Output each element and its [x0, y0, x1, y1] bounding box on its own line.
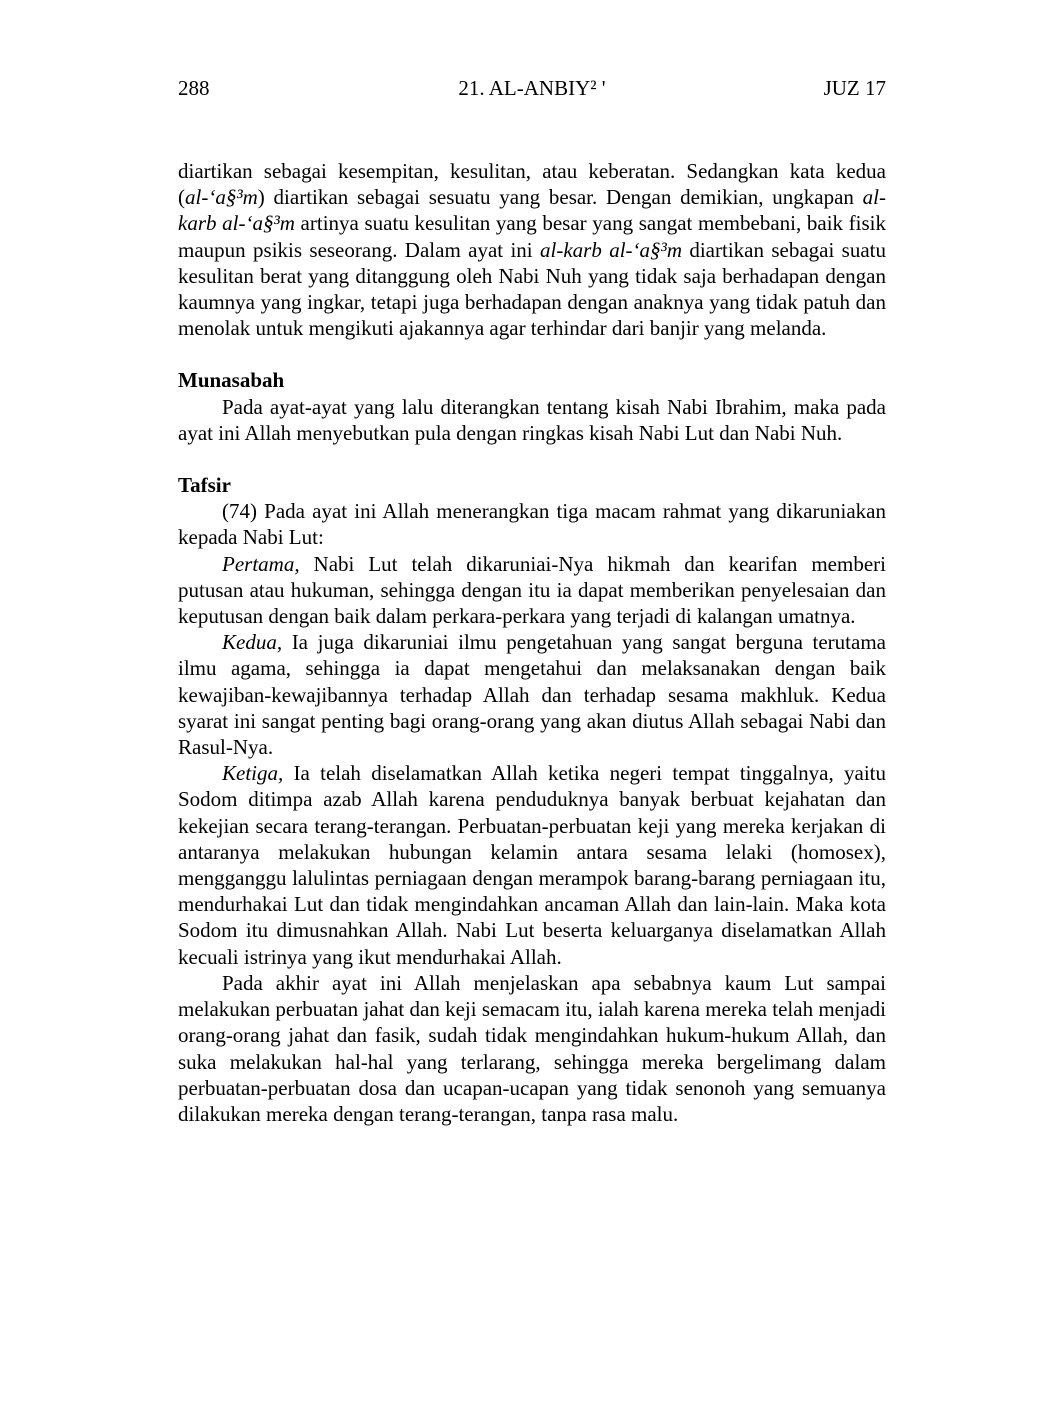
- running-head: [178, 74, 886, 102]
- munasabah-heading: Munasabah: [178, 368, 285, 393]
- chapter-title: 21. AL-ANBIY² ': [458, 76, 606, 100]
- page-number: 288: [178, 76, 210, 100]
- arabic-term: al-karb al-‘a§³m: [540, 237, 682, 262]
- intro-paragraph: [178, 158, 886, 341]
- body-text: [178, 158, 886, 1127]
- first-text: Nabi Lut telah dikaruniai-Nya hikmah dan kearifan memberi putusan atau hukuman, sehingga dengan itu ia dapat memberikan penyelesaian dan keputusan dengan baik dalam perkara-perkara yang terjadi di kalangan umatnya.: [178, 551, 886, 629]
- juz-label: JUZ 17: [823, 76, 886, 100]
- tafsir-third-paragraph: [178, 760, 886, 970]
- tafsir-intro-paragraph: (74) Pada ayat ini Allah menerangkan tiga macam rahmat yang dikaruniakan kepada Nabi Lut:: [178, 499, 886, 550]
- tafsir-heading: Tafsir: [178, 473, 231, 498]
- intro-text-a: diartikan sebagai kesempitan, kesulitan, atau keberatan. Sedangkan kata kedua (: [178, 159, 886, 210]
- tafsir-first-paragraph: [178, 551, 886, 630]
- arabic-term: al-karb al-‘a§³m: [178, 185, 886, 236]
- second-label: Kedua,: [222, 630, 283, 655]
- intro-text-b: ) diartikan sebagai sesuatu yang besar. Dengan demikian, ungkapan: [257, 185, 863, 210]
- third-label: Ketiga,: [222, 761, 284, 786]
- second-text: Ia juga dikaruniai ilmu pengetahuan yang sangat berguna terutama ilmu agama, sehingga ia dapat mengetahui dan melaksanakan dengan baik kewajiban-kewajibannya terhadap Allah dan terhadap sesama makhluk. Kedua syarat ini sangat penting bagi orang-orang yang akan diutus Allah sebagai Nabi dan Rasul-Nya.: [178, 630, 886, 760]
- munasabah-paragraph: Pada ayat-ayat yang lalu diterangkan tentang kisah Nabi Ibrahim, maka pada ayat ini Allah menyebutkan pula dengan ringkas kisah Nabi Lut dan Nabi Nuh.: [178, 394, 886, 445]
- tafsir-closing-paragraph: Pada akhir ayat ini Allah menjelaskan apa sebabnya kaum Lut sampai melakukan perbuatan jahat dan keji semacam itu, ialah karena mereka telah menjadi orang-orang jahat dan fasik, sudah tidak mengindahkan hukum-hukum Allah, dan suka melakukan hal-hal yang terlarang, sehingga mereka bergelimang dalam perbuatan-perbuatan dosa dan ucapan-ucapan yang tidak senonoh yang semuanya dilakukan mereka dengan terang-terangan, tanpa rasa malu.: [178, 970, 886, 1126]
- tafsir-second-paragraph: [178, 629, 886, 760]
- intro-text-d: diartikan sebagai suatu kesulitan berat yang ditanggung oleh Nabi Nuh yang tidak saja berhadapan dengan kaumnya yang ingkar, tetapi juga berhadapan dengan anaknya yang tidak patuh dan menolak untuk mengikuti ajakannya agar terhindar dari banjir yang melanda.: [178, 237, 887, 341]
- intro-text-c: artinya suatu kesulitan yang besar yang sangat membebani, baik fisik maupun psikis seseorang. Dalam ayat ini: [178, 211, 886, 262]
- first-label: Pertama,: [222, 551, 300, 576]
- third-text: Ia telah diselamatkan Allah ketika negeri tempat tinggalnya, yaitu Sodom ditimpa azab Allah karena penduduknya banyak berbuat kejahatan dan kekejian secara terang-terangan. Perbuatan-perbuatan keji yang mereka kerjakan di antaranya melakukan hubungan kelamin antara sesama lelaki (homosex), mengganggu lalulintas perniagaan dengan merampok barang-barang perniagaan itu, mendurhakai Lut dan tidak mengindahkan ancaman Allah dan lain-lain. Maka kota Sodom itu dimusnahkan Allah. Nabi Lut beserta keluarganya diselamatkan Allah kecuali istrinya yang ikut mendurhakai Allah.: [178, 761, 886, 969]
- arabic-term: al-‘a§³m: [185, 185, 258, 210]
